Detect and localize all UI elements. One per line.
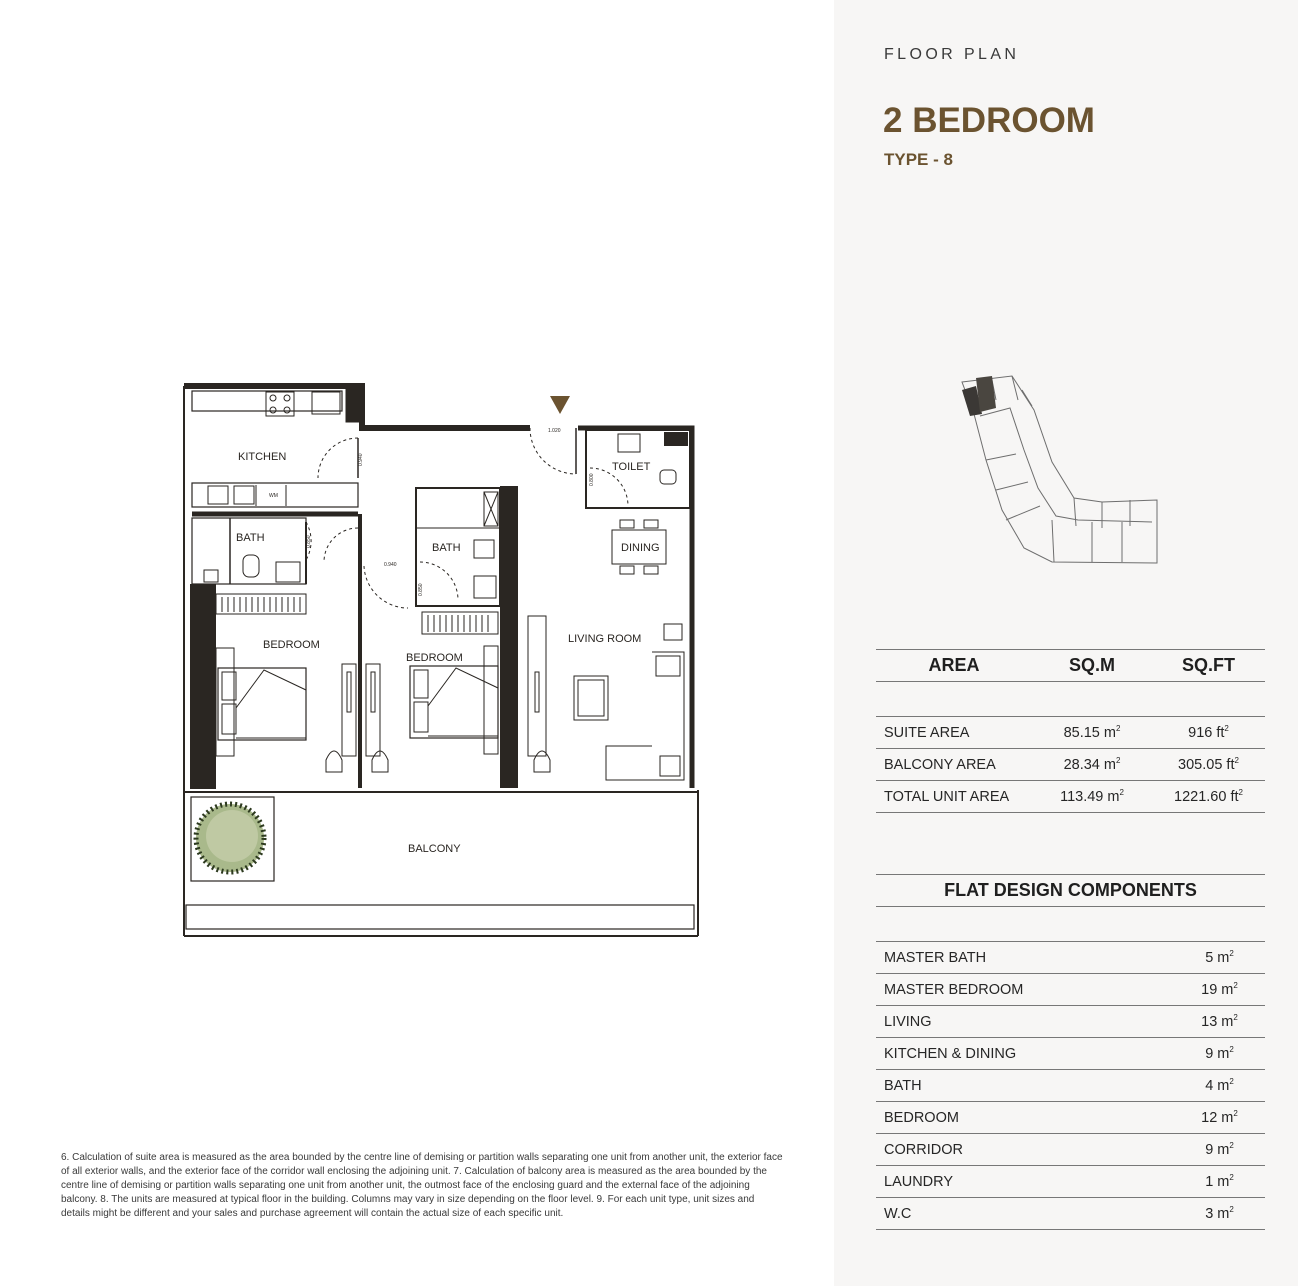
table-row: MASTER BATH 5 $m^2$: [876, 942, 1265, 974]
door-width-bedroom2: 0.940: [384, 562, 397, 568]
component-label: LIVING: [884, 1013, 932, 1030]
kitchen-label: KITCHEN: [238, 451, 287, 463]
bath2-label: BATH: [432, 542, 461, 554]
wm-label: WM: [269, 493, 278, 499]
table-row: BALCONY AREA 28.34 $m^2$ 305.05 $ft^2$: [876, 749, 1265, 781]
area-label: SUITE AREA: [884, 724, 970, 741]
component-value: 12 m: [1201, 1110, 1234, 1126]
component-value: 1 m: [1205, 1174, 1230, 1190]
area-sqft: 305.05 ft: [1178, 757, 1235, 773]
component-value: 9 m: [1205, 1046, 1230, 1062]
table-row: MASTER BEDROOM 19 $m^2$: [876, 974, 1265, 1006]
floor-plan-drawing: [180, 380, 705, 940]
living-room-label: LIVING ROOM: [568, 633, 642, 645]
toilet-label: TOILET: [612, 461, 651, 473]
component-label: KITCHEN & DINING: [884, 1045, 1017, 1062]
component-value: 19 m: [1201, 982, 1234, 998]
component-value: 13 m: [1201, 1014, 1234, 1030]
table-row: LIVING 13 $m^2$: [876, 1006, 1265, 1038]
components-table: [876, 874, 1265, 1230]
component-label: W.C: [884, 1205, 912, 1222]
sqm-header: SQ.M: [1068, 655, 1115, 675]
component-label: MASTER BATH: [884, 949, 987, 966]
component-value: 5 m: [1205, 950, 1230, 966]
table-row: SUITE AREA 85.15 $m^2$ 916 $ft^2$: [876, 717, 1265, 749]
area-sqft: 916 ft: [1188, 725, 1225, 741]
bath1-label: BATH: [236, 532, 265, 544]
table-row: W.C 3 $m^2$: [876, 1198, 1265, 1230]
sqft-header: SQ.FT: [1182, 655, 1235, 675]
component-value: 3 m: [1205, 1206, 1230, 1222]
door-width-bedroom1: 0.940: [358, 539, 364, 552]
footnote: 6. Calculation of suite area is measured as the area bounded by the centre line of demising or partition walls separating one unit from another unit, the exterior face of all exterior walls, and the exterior face of the corridor wall enclosing the adjoining unit. 7. Calculation of balcony area is measured as the area bounded by the centre line of demising or partition walls separating one unit from another unit, the outmost face of the enclosing guard and the external face of the adjoining balcony. 8. The units are measured at typical floor in the building. Columns may vary in size depending on the floor level. 9. For each unit type, unit sizes and details might be different and your sales and purchase agreement will contain the actual size of each specific unit.: [61, 1152, 783, 1219]
door-width-kitchen: 0.940: [358, 453, 364, 466]
table-row: LAUNDRY 1 $m^2$: [876, 1166, 1265, 1198]
door-width-bath2: 0.850: [418, 583, 424, 596]
area-sqm: 28.34 m: [1063, 757, 1116, 773]
table-row: BATH 4 $m^2$: [876, 1070, 1265, 1102]
door-width-bath1: 0.850: [306, 535, 312, 548]
section-kicker: FLOOR PLAN: [884, 46, 1020, 63]
table-row: TOTAL UNIT AREA 113.49 $m^2$ 1221.60 $ft^2$: [876, 781, 1265, 813]
table-row: KITCHEN & DINING 9 $m^2$: [876, 1038, 1265, 1070]
dining-label: DINING: [621, 542, 660, 554]
area-label: BALCONY AREA: [884, 756, 996, 773]
door-width-toilet: 0.800: [589, 473, 595, 486]
component-label: BEDROOM: [884, 1109, 959, 1126]
table-row: BEDROOM 12 $m^2$: [876, 1102, 1265, 1134]
unit-type: TYPE - 8: [884, 150, 953, 169]
area-sqm: 113.49 m: [1060, 789, 1120, 805]
area-label: TOTAL UNIT AREA: [884, 788, 1010, 805]
balcony-label: BALCONY: [408, 843, 461, 855]
door-width-entrance: 1.020: [548, 428, 561, 434]
component-value: 9 m: [1205, 1142, 1230, 1158]
components-title: FLAT DESIGN COMPONENTS: [944, 880, 1197, 900]
area-header: AREA: [928, 655, 980, 675]
area-table: [876, 649, 1265, 813]
component-label: BATH: [884, 1077, 922, 1094]
component-value: 4 m: [1205, 1078, 1230, 1094]
component-label: LAUNDRY: [884, 1173, 954, 1190]
key-plan-diagram: [952, 370, 1167, 575]
component-label: MASTER BEDROOM: [884, 981, 1024, 998]
area-sqm: 85.15 m: [1063, 725, 1116, 741]
bedroom2-label: BEDROOM: [406, 652, 463, 664]
area-sqft: 1221.60 ft: [1174, 789, 1239, 805]
table-row: CORRIDOR 9 $m^2$: [876, 1134, 1265, 1166]
bedroom1-label: BEDROOM: [263, 639, 320, 651]
component-label: CORRIDOR: [884, 1141, 963, 1158]
page-title: 2 BEDROOM: [883, 101, 1095, 140]
